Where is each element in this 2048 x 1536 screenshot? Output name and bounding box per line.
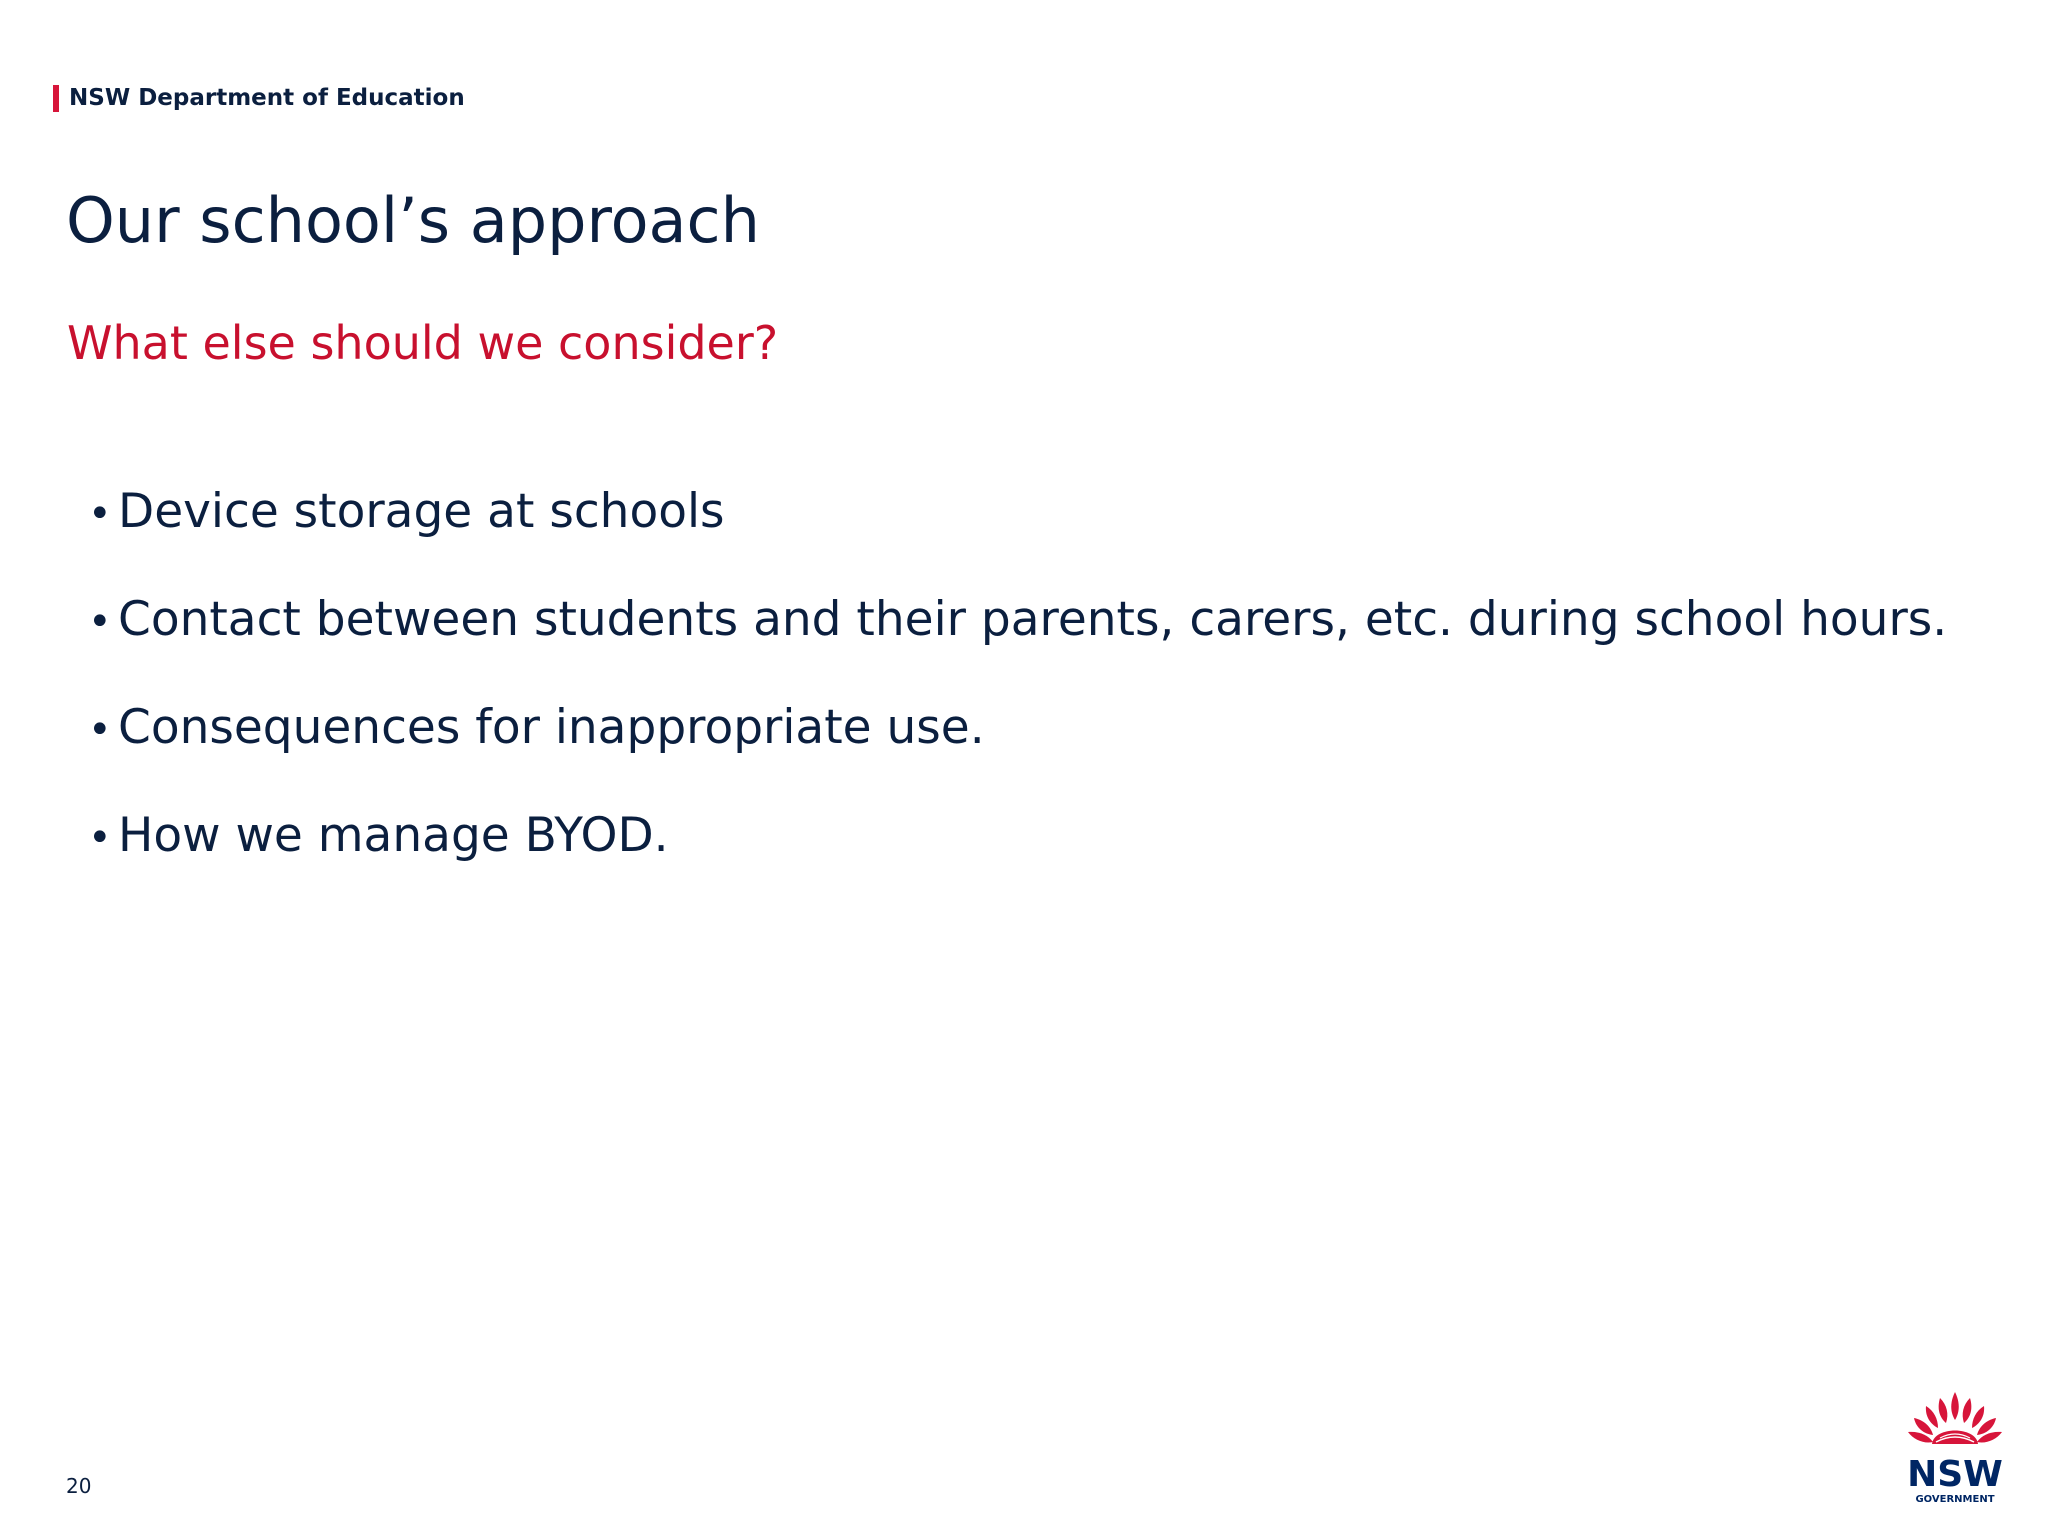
bullet-item: [88, 592, 1947, 700]
bullet-dot-icon: •: [88, 599, 112, 645]
bullet-text: How we manage BYOD.: [118, 808, 669, 863]
bullet-item: [88, 484, 1947, 592]
bullet-item: [88, 700, 1947, 808]
bullet-dot-icon: •: [88, 707, 112, 753]
bullet-item: [88, 808, 1947, 916]
department-accent-bar: [53, 85, 59, 112]
bullet-dot-icon: •: [88, 815, 112, 861]
bullet-list: [88, 484, 1947, 916]
waratah-flower-icon: [1908, 1392, 2002, 1444]
bullet-dot-icon: •: [88, 491, 112, 537]
nsw-government-logo: [1900, 1386, 2010, 1510]
page-number: 20: [66, 1474, 92, 1498]
logo-text-government: GOVERNMENT: [1915, 1494, 1995, 1505]
bullet-text: Contact between students and their parents, carers, etc. during school hours.: [118, 592, 1948, 647]
bullet-text: Device storage at schools: [118, 484, 725, 539]
slide-subtitle: What else should we consider?: [67, 316, 779, 370]
department-name: NSW Department of Education: [69, 85, 465, 111]
logo-text-nsw: NSW: [1907, 1454, 2003, 1495]
slide-title: Our school’s approach: [66, 184, 760, 257]
department-header: [53, 84, 465, 112]
bullet-text: Consequences for inappropriate use.: [118, 700, 985, 755]
